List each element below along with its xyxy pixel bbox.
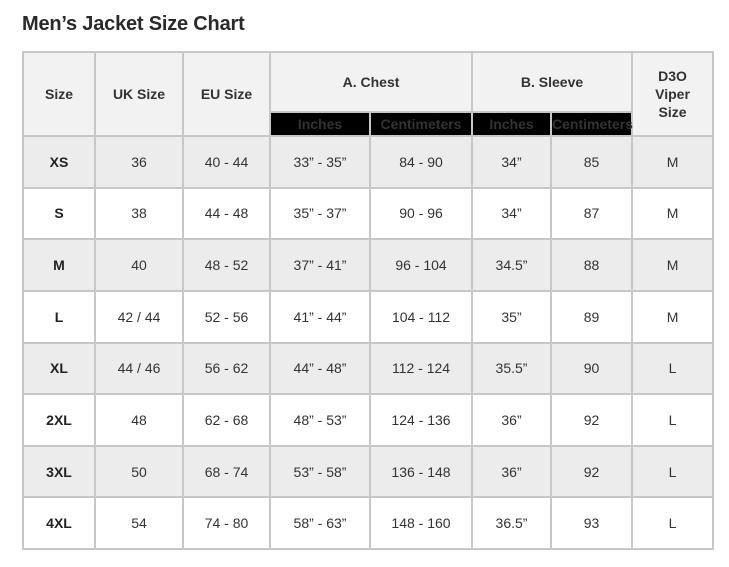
cell-chest-inches: 58” - 63” [270, 497, 370, 549]
cell-d30-viper-size: M [632, 239, 713, 291]
cell-sleeve-centimeters: 90 [551, 343, 632, 395]
table-row [23, 291, 713, 343]
cell-d30-viper-size: M [632, 188, 713, 240]
table-row [23, 446, 713, 498]
subheader-chest-centimeters: Centimeters [370, 112, 472, 136]
cell-size: S [23, 188, 95, 240]
cell-eu-size: 52 - 56 [183, 291, 270, 343]
table-row [23, 343, 713, 395]
cell-chest-inches: 53” - 58” [270, 446, 370, 498]
cell-chest-inches: 37” - 41” [270, 239, 370, 291]
cell-chest-centimeters: 96 - 104 [370, 239, 472, 291]
cell-chest-centimeters: 136 - 148 [370, 446, 472, 498]
cell-uk-size: 42 / 44 [95, 291, 183, 343]
cell-chest-centimeters: 104 - 112 [370, 291, 472, 343]
cell-sleeve-centimeters: 88 [551, 239, 632, 291]
cell-d30-viper-size: L [632, 343, 713, 395]
cell-chest-centimeters: 124 - 136 [370, 394, 472, 446]
cell-sleeve-centimeters: 93 [551, 497, 632, 549]
cell-uk-size: 54 [95, 497, 183, 549]
cell-size: M [23, 239, 95, 291]
cell-eu-size: 40 - 44 [183, 136, 270, 188]
table-row [23, 394, 713, 446]
cell-sleeve-centimeters: 85 [551, 136, 632, 188]
cell-sleeve-inches: 35” [472, 291, 551, 343]
header-sleeve: B. Sleeve [472, 52, 632, 112]
subheader-sleeve-centimeters: Centimeters [551, 112, 632, 136]
cell-d30-viper-size: L [632, 394, 713, 446]
cell-uk-size: 38 [95, 188, 183, 240]
cell-d30-viper-size: L [632, 497, 713, 549]
cell-eu-size: 62 - 68 [183, 394, 270, 446]
header-size: Size [23, 52, 95, 136]
cell-chest-centimeters: 84 - 90 [370, 136, 472, 188]
cell-sleeve-inches: 36” [472, 446, 551, 498]
cell-sleeve-centimeters: 87 [551, 188, 632, 240]
cell-sleeve-inches: 34.5” [472, 239, 551, 291]
cell-eu-size: 44 - 48 [183, 188, 270, 240]
cell-eu-size: 56 - 62 [183, 343, 270, 395]
header-uk-size: UK Size [95, 52, 183, 136]
cell-sleeve-inches: 36.5” [472, 497, 551, 549]
table-row [23, 188, 713, 240]
cell-size: 2XL [23, 394, 95, 446]
cell-uk-size: 44 / 46 [95, 343, 183, 395]
cell-uk-size: 50 [95, 446, 183, 498]
cell-sleeve-inches: 34” [472, 188, 551, 240]
size-rows [23, 136, 713, 549]
cell-chest-inches: 48” - 53” [270, 394, 370, 446]
page-title: Men’s Jacket Size Chart [22, 13, 245, 35]
cell-chest-centimeters: 148 - 160 [370, 497, 472, 549]
cell-size: 4XL [23, 497, 95, 549]
cell-sleeve-inches: 36” [472, 394, 551, 446]
cell-chest-inches: 44” - 48” [270, 343, 370, 395]
cell-eu-size: 74 - 80 [183, 497, 270, 549]
cell-uk-size: 36 [95, 136, 183, 188]
cell-size: XS [23, 136, 95, 188]
cell-sleeve-inches: 34” [472, 136, 551, 188]
cell-uk-size: 40 [95, 239, 183, 291]
cell-sleeve-centimeters: 92 [551, 446, 632, 498]
cell-chest-inches: 33” - 35” [270, 136, 370, 188]
header-eu-size: EU Size [183, 52, 270, 136]
cell-size: XL [23, 343, 95, 395]
cell-eu-size: 48 - 52 [183, 239, 270, 291]
table-row [23, 497, 713, 549]
cell-sleeve-centimeters: 89 [551, 291, 632, 343]
cell-d30-viper-size: M [632, 136, 713, 188]
cell-sleeve-inches: 35.5” [472, 343, 551, 395]
cell-chest-inches: 35” - 37” [270, 188, 370, 240]
table-row [23, 136, 713, 188]
cell-chest-centimeters: 112 - 124 [370, 343, 472, 395]
cell-d30-viper-size: L [632, 446, 713, 498]
cell-chest-centimeters: 90 - 96 [370, 188, 472, 240]
subheader-chest-inches: Inches [270, 112, 370, 136]
size-chart-table [22, 51, 714, 550]
cell-size: 3XL [23, 446, 95, 498]
header-chest: A. Chest [270, 52, 472, 112]
cell-size: L [23, 291, 95, 343]
table-row [23, 239, 713, 291]
cell-chest-inches: 41” - 44” [270, 291, 370, 343]
subheader-sleeve-inches: Inches [472, 112, 551, 136]
cell-uk-size: 48 [95, 394, 183, 446]
cell-d30-viper-size: M [632, 291, 713, 343]
cell-sleeve-centimeters: 92 [551, 394, 632, 446]
header-d30-viper-size: D3O Viper Size [632, 52, 713, 136]
cell-eu-size: 68 - 74 [183, 446, 270, 498]
